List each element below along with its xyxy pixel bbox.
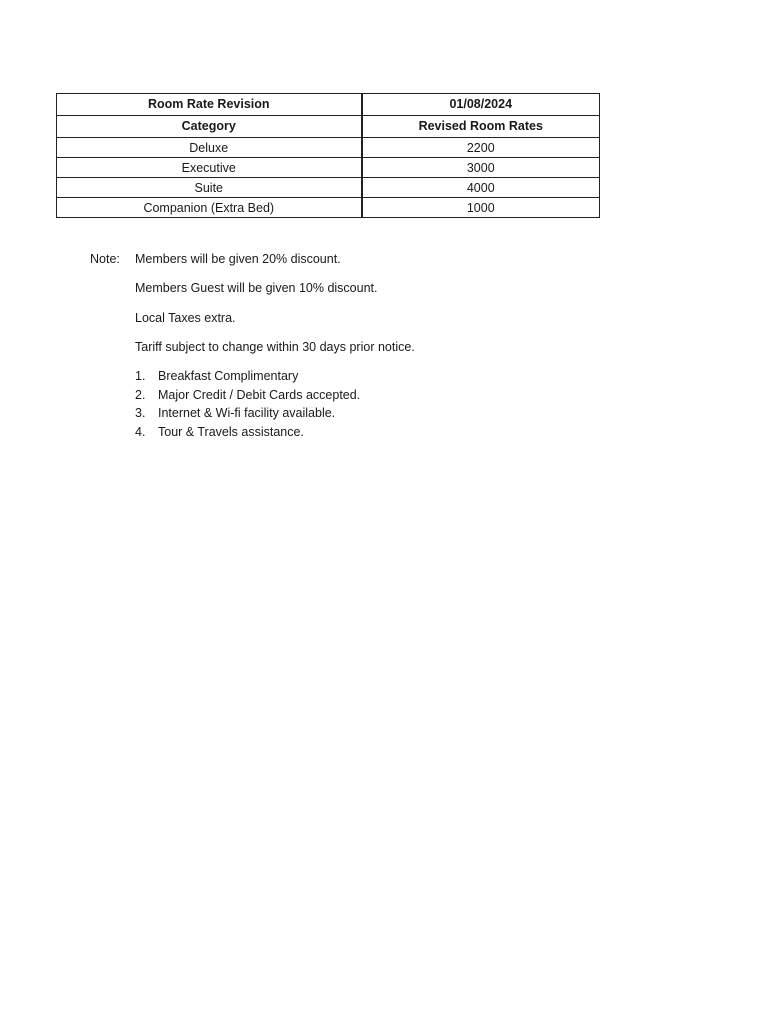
table-row — [57, 178, 600, 198]
rate-cell: 1000 — [362, 198, 600, 218]
column-header-category: Category — [57, 116, 362, 138]
table-row — [57, 158, 600, 178]
note-line: Members will be given 20% discount. — [135, 252, 341, 266]
list-text: Tour & Travels assistance. — [158, 424, 304, 439]
rate-cell: 2200 — [362, 138, 600, 158]
table-date-cell: 01/08/2024 — [362, 94, 600, 116]
list-item — [135, 423, 360, 442]
table-row — [57, 138, 600, 158]
list-item — [135, 367, 360, 386]
rate-cell: 3000 — [362, 158, 600, 178]
category-cell: Suite — [57, 178, 362, 198]
category-cell: Deluxe — [57, 138, 362, 158]
table-title-cell: Room Rate Revision — [57, 94, 362, 116]
list-item — [135, 386, 360, 405]
note-line: Tariff subject to change within 30 days prior notice. — [135, 340, 415, 354]
list-text: Breakfast Complimentary — [158, 369, 299, 383]
list-number: 2. — [135, 387, 146, 402]
list-number: 3. — [135, 406, 146, 420]
note-line: Local Taxes extra. — [135, 311, 236, 325]
list-number: 4. — [135, 424, 146, 439]
amenities-list — [135, 367, 360, 441]
room-rate-table — [56, 93, 600, 218]
table-header-row — [57, 116, 600, 138]
column-header-rates: Revised Room Rates — [362, 116, 600, 138]
category-cell: Executive — [57, 158, 362, 178]
note-line: Members Guest will be given 10% discount. — [135, 281, 378, 295]
note-label: Note: — [90, 252, 120, 266]
table-row — [57, 198, 600, 218]
category-cell: Companion (Extra Bed) — [57, 198, 362, 218]
list-item — [135, 404, 360, 423]
list-number: 1. — [135, 369, 146, 383]
list-text: Major Credit / Debit Cards accepted. — [158, 387, 361, 402]
table-title-row — [57, 94, 600, 116]
list-text: Internet & Wi-fi facility available. — [158, 406, 336, 420]
rate-cell: 4000 — [362, 178, 600, 198]
